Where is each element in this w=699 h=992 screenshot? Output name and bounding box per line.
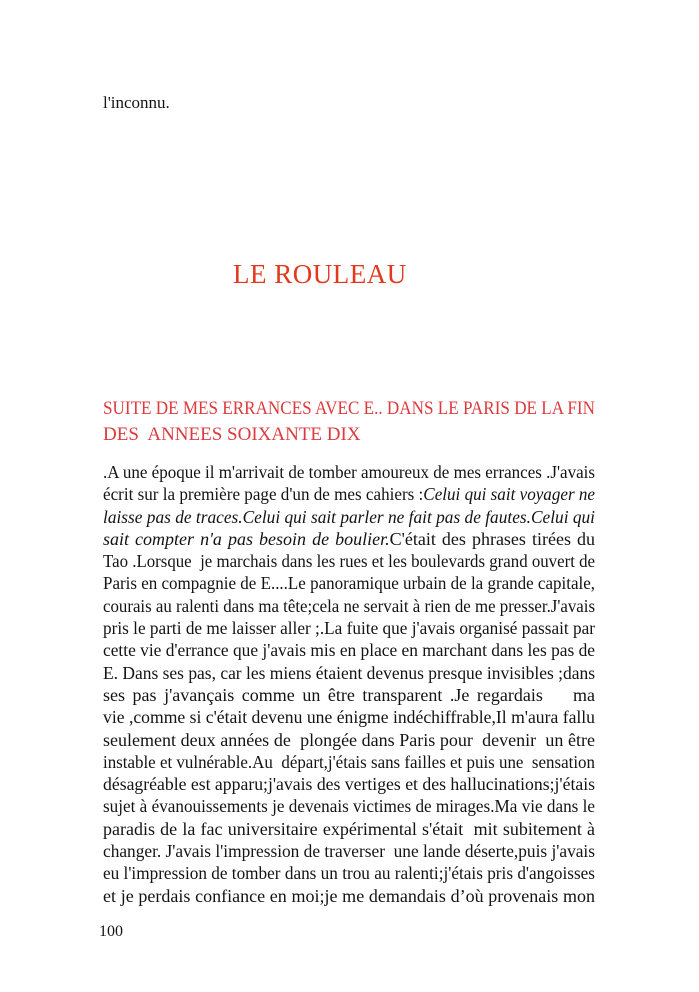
body-line: sait compter n'a pas besoin de boulier.C'était des phrases tirées du (103, 528, 595, 549)
body-line: cette vie d'errance que j'avais mis en place en marchant dans les pas de (103, 640, 595, 661)
body-line: ses pas j'avançais comme un être transparent .Je regardais ma (103, 684, 595, 705)
body-line: laisse pas de traces.Celui qui sait parler ne fait pas de fautes.Celui qui (103, 506, 595, 527)
body-line: .A une époque il m'arrivait de tomber amoureux de mes errances .J'avais (103, 462, 595, 482)
section-heading-line: SUITE DE MES ERRANCES AVEC E.. DANS LE PARIS DE LA FIN (103, 398, 595, 419)
page-title: LE ROULEAU (233, 259, 407, 289)
section-heading (103, 396, 595, 448)
body-line: pris le parti de me laisser aller ;.La fuite que j'avais organisé passait par (103, 618, 595, 639)
body-line: Paris en compagnie de E....Le panoramique urbain de la grande capitale, (103, 573, 595, 594)
body-line: écrit sur la première page d'un de mes cahiers :Celui qui sait voyager ne (103, 484, 595, 505)
section-heading-line: DES ANNEES SOIXANTE DIX (103, 424, 361, 445)
page-number: 100 (99, 923, 123, 940)
body-line: seulement deux années de plongée dans Paris pour devenir un être (103, 729, 595, 750)
body-line: désagréable est apparu;j'avais des vertiges et des hallucinations;j'étais (103, 774, 595, 795)
body-text (103, 461, 595, 907)
body-line: sujet à évanouissements je devenais victimes de mirages.Ma vie dans le (103, 796, 595, 817)
body-line: instable et vulnérable.Au départ,j'étais sans failles et puis une sensation (103, 751, 595, 772)
body-line: changer. J'avais l'impression de traverser une lande déserte,puis j'avais (103, 841, 595, 862)
body-line: E. Dans ses pas, car les miens étaient devenus presque invisibles ;dans (103, 662, 595, 683)
body-line: courais au ralenti dans ma tête;cela ne servait à rien de me presser.J'avais (103, 595, 595, 616)
body-line: Tao .Lorsque je marchais dans les rues et les boulevards grand ouvert de (103, 551, 595, 572)
header-note: l'inconnu. (103, 93, 170, 112)
body-line: vie ,comme si c'était devenu une énigme indéchiffrable,Il m'aura fallu (103, 707, 595, 728)
body-line: eu l'impression de tomber dans un trou au ralenti;j'étais pris d'angoisses (103, 863, 595, 884)
body-line: et je perdais confiance en moi;je me demandais d’où provenais mon (103, 885, 595, 906)
body-line: paradis de la fac universitaire expérimental s'était mit subitement à (103, 818, 595, 839)
